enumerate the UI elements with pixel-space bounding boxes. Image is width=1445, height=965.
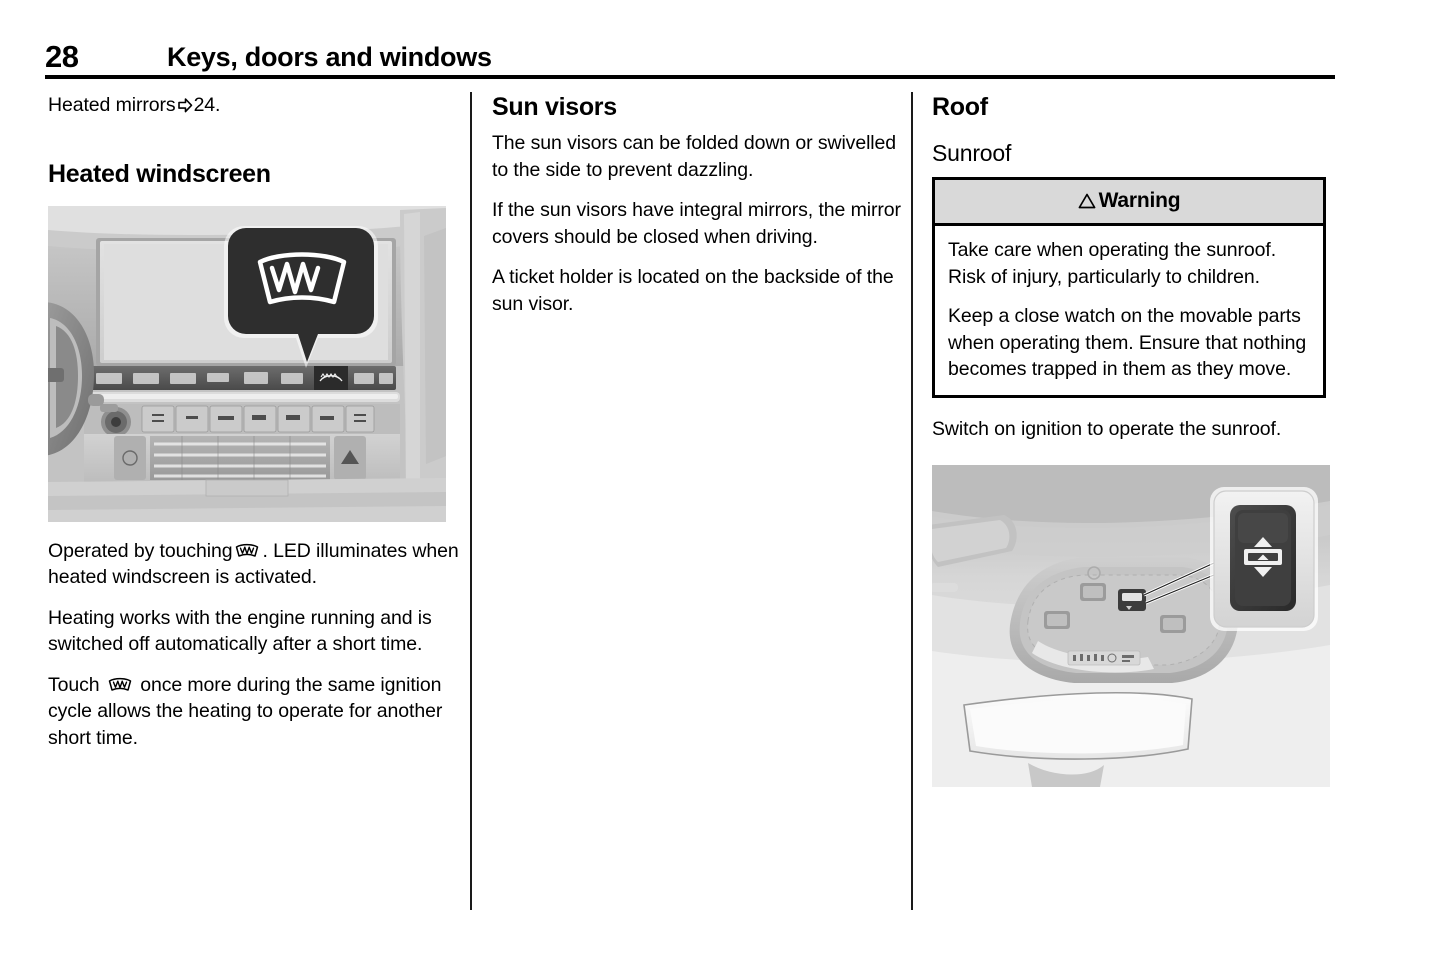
heading-sun-visors: Sun visors (492, 93, 617, 121)
paragraph-switch-on-ignition: Switch on ignition to operate the sunroof. (932, 417, 1282, 440)
paragraph-operated-by-touching (48, 538, 460, 591)
header-rule (45, 75, 1335, 79)
heading-heated-windscreen: Heated windscreen (48, 159, 271, 188)
column-left (48, 92, 460, 765)
warning-triangle-icon (1078, 191, 1096, 207)
paragraph-text-after: . LED illuminates when heated windscreen is activated. (48, 539, 459, 588)
heated-windscreen-icon (234, 540, 260, 557)
overhead-console-sunroof-figure (932, 465, 1330, 787)
reference-arrow-icon (177, 95, 193, 112)
heated-windscreen-icon (107, 674, 133, 691)
paragraph-text-after: once more during the same ignition cycle allows the heating to operate for another short time. (48, 673, 443, 749)
paragraph-touch-again (48, 672, 460, 752)
column-divider-2 (911, 92, 913, 910)
cross-reference-heated-mirrors (48, 92, 460, 119)
page-title: Keys, doors and windows (167, 42, 492, 72)
cross-reference-label: Heated mirrors (48, 94, 176, 116)
paragraph-heating-engine: Heating works with the engine running and is switched off automatically after a short time. (48, 606, 432, 655)
paragraph-sun-visors-fold: The sun visors can be folded down or swivelled to the side to prevent dazzling. (492, 132, 897, 181)
heading-roof: Roof (932, 93, 988, 121)
page-header (45, 38, 1335, 78)
paragraph-sun-visors-mirrors: If the sun visors have integral mirrors, the mirror covers should be closed when driving. (492, 199, 901, 248)
warning-paragraph-take-care: Take care when operating the sunroof. Risk of injury, particularly to children. (948, 239, 1277, 288)
cross-reference-page: 24. (193, 94, 221, 116)
column-divider-1 (470, 92, 472, 910)
paragraph-text-before: Operated by touching (48, 539, 233, 562)
column-right (932, 92, 1344, 787)
warning-title: Warning (1098, 189, 1181, 212)
column-middle (492, 92, 904, 331)
paragraph-ticket-holder: A ticket holder is located on the backside of the sun visor. (492, 266, 894, 315)
paragraph-text-before: Touch (48, 673, 100, 696)
page-number: 28 (45, 39, 79, 74)
dashboard-heated-windscreen-figure (48, 206, 446, 522)
warning-body (935, 226, 1323, 395)
warning-box (932, 177, 1326, 398)
heading-sunroof: Sunroof (932, 140, 1012, 166)
warning-header (935, 180, 1323, 226)
warning-paragraph-keep-watch: Keep a close watch on the movable parts when operating them. Ensure that nothing becomes trapped in them as they move. (948, 305, 1307, 380)
